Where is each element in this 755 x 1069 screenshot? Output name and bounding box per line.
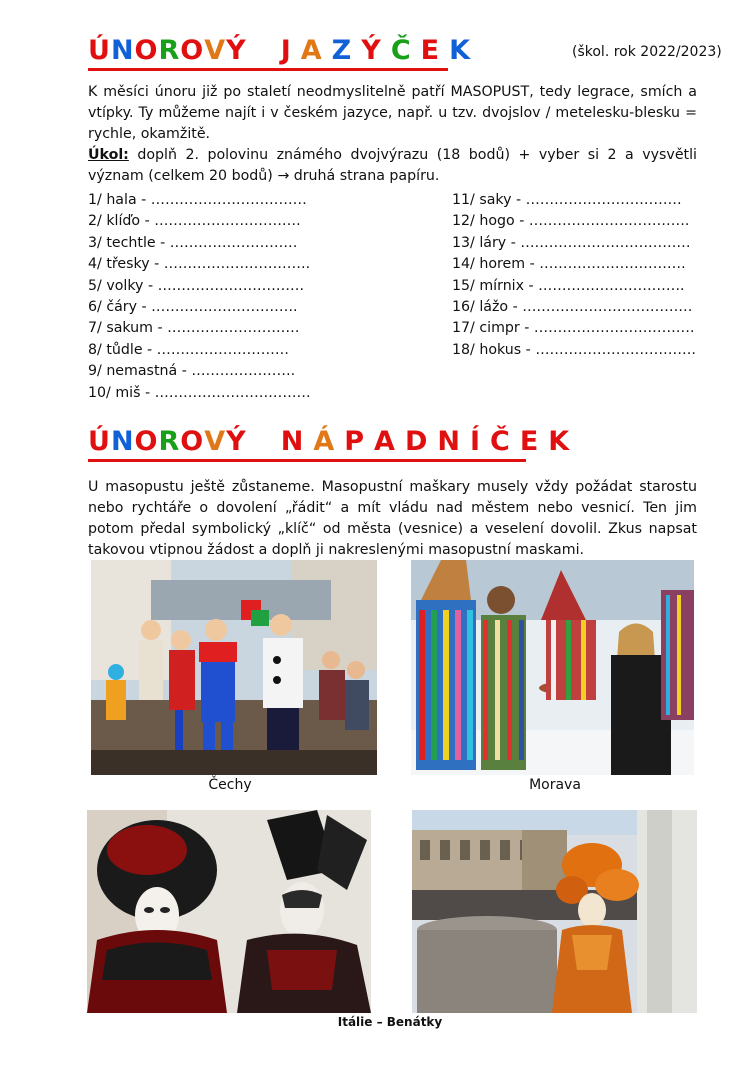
exercise-item: 12/ hogo - ……………………………. xyxy=(452,213,690,230)
school-year: (škol. rok 2022/2023) xyxy=(572,44,722,60)
task-text: doplň 2. polovinu známého dvojvýrazu (18 bodů) + vyber si 2 a vysvětli význam (celkem 20 bodů) → druhá strana papíru. xyxy=(88,147,697,184)
exercise-item: 9/ nemastná - …………………. xyxy=(88,363,296,380)
title-letter: N xyxy=(110,426,135,457)
title-letter: E xyxy=(519,426,540,457)
caption-cechy: Čechy xyxy=(208,777,252,793)
title-letter: Á xyxy=(313,426,336,457)
intro-text: K měsíci únoru již po staletí neodmyslitelně patří MASOPUST, tedy legrace, smích a vtípky. Ty můžeme najít i v českém jazyce, např. u tzv. dvojslov / metelesku-blesku = rychle, okamžitě. xyxy=(88,84,697,142)
exercise-column-right xyxy=(452,190,696,361)
exercise-item: 7/ sakum - ………………………. xyxy=(88,320,300,337)
title-letter: O xyxy=(180,426,205,457)
title-letter: Z xyxy=(331,35,353,66)
title-letter: Č xyxy=(490,426,511,457)
title-letter: Í xyxy=(469,426,482,457)
title-letter: O xyxy=(134,35,159,66)
exercise-item: 8/ tůdle - ………………………. xyxy=(88,341,289,358)
intro-paragraph xyxy=(88,82,697,187)
title2-part1 xyxy=(88,425,247,459)
masopust-paragraph: U masopustu ještě zůstaneme. Masopustní maškary musely vždy požádat starostu nebo rychtáře o dovolení „řádit“ a mít vládu nad městem nebo vesnicí. Ten jim potom předal symbolický „klíč“ od města (vesnice) a veselení dovolil. Zkus napsat takovou vtipnou žádost a doplň ji nakreslenými masopustní maskami. xyxy=(88,479,697,558)
title-letter: Č xyxy=(390,35,412,66)
caption-morava: Morava xyxy=(529,777,581,793)
photo-venice-black-masks xyxy=(87,810,371,1013)
title-letter: E xyxy=(420,35,441,66)
title-letter: Ú xyxy=(88,35,111,66)
exercise-item: 6/ čáry - …………………………. xyxy=(88,299,298,316)
exercise-item: 15/ mírnix - …………………………. xyxy=(452,277,685,294)
exercise-item: 5/ volky - …………………………. xyxy=(88,277,304,294)
title1-part1 xyxy=(88,34,247,68)
title-letter: K xyxy=(449,35,472,66)
exercise-item: 2/ klíďo - …………………………. xyxy=(88,213,301,230)
exercise-item: 18/ hokus - ……………………………. xyxy=(452,341,696,358)
exercise-item: 11/ saky - …………………………… xyxy=(452,192,682,208)
title-letter: Ý xyxy=(226,35,247,66)
title-letter: O xyxy=(134,426,159,457)
photo-cechy-carnival xyxy=(91,560,377,775)
title-letter: D xyxy=(404,426,429,457)
title-letter: Ú xyxy=(88,426,111,457)
title-letter: Ý xyxy=(361,35,382,66)
title-letter: V xyxy=(204,35,227,66)
caption-italie-benatky: Itálie – Benátky xyxy=(337,1015,443,1029)
title-letter: R xyxy=(158,35,181,66)
exercise-item: 1/ hala - …………………………… xyxy=(88,192,307,208)
photo-morava-masks xyxy=(411,560,694,775)
title-letter: N xyxy=(110,35,135,66)
task-line xyxy=(88,145,697,187)
task-label: Úkol: xyxy=(88,147,129,163)
title-letter: J xyxy=(280,35,292,66)
title-letter: A xyxy=(374,426,396,457)
title-letter: A xyxy=(300,35,323,66)
exercise-item: 17/ cimpr - ……………………………. xyxy=(452,320,695,337)
title-letter: K xyxy=(548,426,571,457)
photo-venice-orange-jester xyxy=(412,810,697,1013)
exercise-item: 4/ třesky - …………………………. xyxy=(88,256,311,273)
title-unorovy-jazycek xyxy=(88,34,472,71)
exercise-item: 14/ horem - …………………………. xyxy=(452,256,686,273)
exercise-item: 3/ techtle - ……………………… xyxy=(88,234,298,251)
title1-part2 xyxy=(281,34,480,68)
title2-part2 xyxy=(281,425,580,459)
title-letter: V xyxy=(204,426,227,457)
title-letter: N xyxy=(437,426,461,457)
title-letter: R xyxy=(158,426,181,457)
title-letter: N xyxy=(280,426,305,457)
exercise-item: 10/ miš - …………………………… xyxy=(88,384,311,401)
title-unorovy-napadnicek xyxy=(88,425,571,462)
exercise-item: 13/ láry - ……………………………… xyxy=(452,234,691,251)
exercise-item: 16/ lážo - ……………………………… xyxy=(452,299,693,316)
title-letter: P xyxy=(344,426,366,457)
title-letter: O xyxy=(180,35,205,66)
title-letter: Ý xyxy=(226,426,247,457)
exercise-column-left xyxy=(88,190,311,404)
